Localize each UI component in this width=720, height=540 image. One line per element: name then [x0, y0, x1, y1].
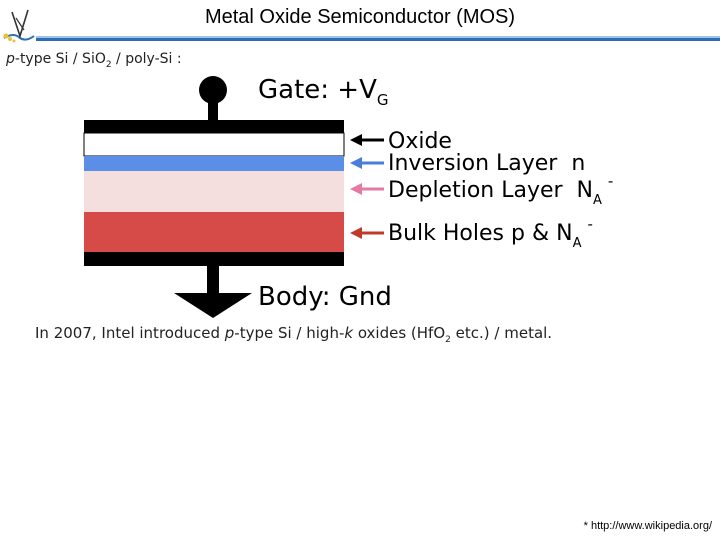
body-plate [84, 252, 344, 266]
oxide-layer [84, 133, 344, 156]
slide-caption [35, 324, 552, 345]
inversion-layer [84, 156, 344, 171]
caption-k-italic: k [344, 324, 354, 342]
body-label: Body: Gnd [258, 282, 392, 312]
ground-arrow [174, 293, 252, 318]
svg-text:Oxide: Oxide [388, 129, 452, 154]
caption-p-italic: p [224, 324, 235, 342]
caption-sub-2: 2 [445, 335, 451, 345]
svg-text:Bulk Holes p & NA-: Bulk Holes p & $N_A^-$ [388, 215, 593, 251]
body-stem [207, 266, 219, 294]
slide-title: Metal Oxide Semiconductor (MOS) [204, 6, 516, 28]
depletion-annotation [350, 172, 613, 208]
caption-text-1: In 2007, Intel introduced [35, 324, 225, 342]
gate-plate [84, 120, 344, 133]
caption-text-3: oxides (HfO [353, 324, 446, 342]
bulk-annotation [350, 215, 593, 251]
svg-text:Inversion Layer n: Inversion Layer n [388, 151, 586, 176]
svg-text:Depletion Layer NA-: Depletion Layer $N_A^-$ [388, 172, 614, 208]
caption-text-2: -type Si / high- [234, 324, 345, 342]
subtitle-text-2: / poly-Si : [111, 51, 182, 67]
source-footnote: * http://www.wikipedia.org/ [583, 520, 712, 532]
caption-text-4: etc.) / metal. [450, 324, 553, 342]
depletion-layer [84, 171, 344, 212]
bulk-layer [84, 212, 344, 252]
subtitle-sub-2: 2 [105, 59, 112, 70]
subtitle-text-1: -type Si / SiO [14, 51, 106, 67]
gate-stem [208, 96, 218, 120]
gate-label: Gate: $+V_G$ [258, 75, 389, 109]
subtitle-p-italic: p [6, 51, 15, 67]
inversion-annotation [350, 151, 585, 176]
